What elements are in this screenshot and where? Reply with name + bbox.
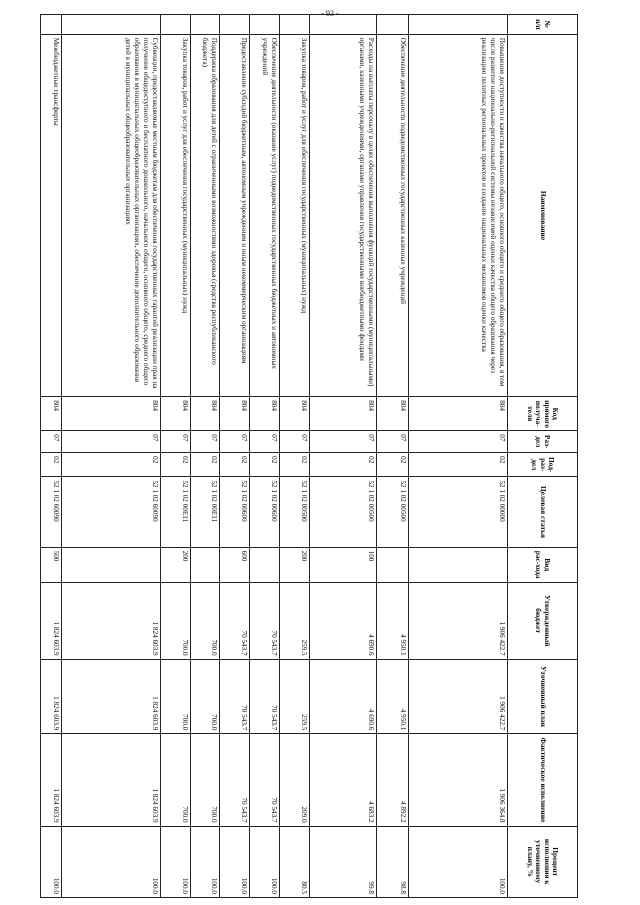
row-actual: 1 824 603.9 bbox=[41, 734, 62, 826]
row-target: 52 1 02 00500 bbox=[376, 477, 408, 547]
header-row bbox=[508, 15, 578, 898]
rotated-page bbox=[40, 14, 578, 898]
row-percent: 100.0 bbox=[409, 826, 508, 897]
row-actual: 209.0 bbox=[280, 734, 310, 826]
table-row bbox=[376, 15, 408, 898]
row-name: Предоставление субсидий бюджетным, автономным учреждениям и иным некоммерческим организациям bbox=[220, 34, 250, 396]
row-exp-type: 200 bbox=[160, 547, 190, 582]
row-target: 52 1 02 00000 bbox=[409, 477, 508, 547]
table-row bbox=[61, 15, 160, 898]
table-row bbox=[190, 15, 220, 898]
table-row bbox=[220, 15, 250, 898]
row-name: Обеспечение деятельности (оказание услуг) подведомственных государственных бюджетных и автономных учреждений bbox=[250, 34, 280, 396]
row-name: Расходы на выплаты персоналу в целях обеспечения выполнения функций государственными (муниципальными) органами, казенными учреждениями, органами управления государственными внебюджетными фондами bbox=[310, 34, 377, 396]
row-no bbox=[310, 15, 377, 35]
row-actual: 4 683.2 bbox=[310, 734, 377, 826]
row-actual: 700.0 bbox=[160, 734, 190, 826]
row-subsection: 02 bbox=[250, 453, 280, 477]
row-admin-code: 804 bbox=[220, 397, 250, 431]
row-actual: 700.0 bbox=[190, 734, 220, 826]
row-updated: 1 824 603.9 bbox=[61, 659, 160, 734]
row-admin-code: 804 bbox=[409, 397, 508, 431]
row-name: Субвенции, предоставляемые местным бюджетам для обеспечения государственных гарантий реализации прав на получение общедоступного и бесплатного дошкольного, начального общего, основного общего, среднего общего образования в муниципальных общеобразовательных организациях, обеспечение дополнительного образования детей в муниципальных общеобразовательных организациях bbox=[61, 34, 160, 396]
row-exp-type bbox=[250, 547, 280, 582]
row-updated: 259.5 bbox=[280, 659, 310, 734]
row-target: 52 1 02 00Е11 bbox=[190, 477, 220, 547]
row-no bbox=[250, 15, 280, 35]
row-exp-type: 600 bbox=[220, 547, 250, 582]
row-approved: 70 543.7 bbox=[250, 582, 280, 659]
row-percent: 100.0 bbox=[250, 826, 280, 897]
col-header-admin-code: Код прямого получа-теля bbox=[508, 397, 578, 431]
row-no bbox=[41, 15, 62, 35]
row-updated: 70 543.7 bbox=[220, 659, 250, 734]
row-percent: 100.0 bbox=[41, 826, 62, 897]
row-name: Повышение доступности и качества начального общего, основного общего и среднего общего образования, в том числе развитие национально-региональной системы независимой оценки качества общего образования через реализацию пилотных региональных проектов и создание национальных механизмов оценки качества bbox=[409, 34, 508, 396]
row-section: 07 bbox=[409, 431, 508, 453]
row-approved: 4 950.1 bbox=[376, 582, 408, 659]
row-subsection: 02 bbox=[409, 453, 508, 477]
col-header-actual: Фактическое исполнение bbox=[508, 734, 578, 826]
row-updated: 4 690.6 bbox=[310, 659, 377, 734]
table-row bbox=[280, 15, 310, 898]
row-exp-type bbox=[409, 547, 508, 582]
row-section: 07 bbox=[41, 431, 62, 453]
row-subsection: 02 bbox=[190, 453, 220, 477]
row-section: 07 bbox=[250, 431, 280, 453]
row-exp-type bbox=[61, 547, 160, 582]
row-percent: 80.5 bbox=[280, 826, 310, 897]
row-actual: 1 906 364.8 bbox=[409, 734, 508, 826]
col-header-subsection: Под-раз-дел bbox=[508, 453, 578, 477]
row-section: 07 bbox=[190, 431, 220, 453]
row-name: Закупка товаров, работ и услуг для обеспечения государственных (муниципальных) нужд bbox=[280, 34, 310, 396]
row-admin-code: 804 bbox=[376, 397, 408, 431]
row-admin-code: 804 bbox=[160, 397, 190, 431]
col-header-percent: Процент исполнения к уточненному плану, % bbox=[508, 826, 578, 897]
row-no bbox=[220, 15, 250, 35]
row-subsection: 02 bbox=[280, 453, 310, 477]
row-admin-code: 804 bbox=[250, 397, 280, 431]
row-name: Обеспечение деятельности подведомственных государственных казенных учреждений bbox=[376, 34, 408, 396]
row-exp-type: 100 bbox=[310, 547, 377, 582]
row-updated: 1 906 422.7 bbox=[409, 659, 508, 734]
row-target: 52 1 02 60090 bbox=[61, 477, 160, 547]
col-header-no: № п/п bbox=[508, 15, 578, 35]
row-name: Поддержка образования для детей с ограниченными возможностями здоровья (средства республиканского бюджета) bbox=[190, 34, 220, 396]
table-row bbox=[409, 15, 508, 898]
row-approved: 4 690.6 bbox=[310, 582, 377, 659]
row-percent: 98.8 bbox=[376, 826, 408, 897]
row-exp-type: 500 bbox=[41, 547, 62, 582]
row-subsection: 02 bbox=[160, 453, 190, 477]
row-section: 07 bbox=[61, 431, 160, 453]
col-header-target: Целевая статья bbox=[508, 477, 578, 547]
row-actual: 70 543.7 bbox=[220, 734, 250, 826]
row-subsection: 02 bbox=[376, 453, 408, 477]
row-target: 52 1 02 00500 bbox=[280, 477, 310, 547]
table-row bbox=[41, 15, 62, 898]
row-percent: 99.8 bbox=[310, 826, 377, 897]
row-section: 07 bbox=[220, 431, 250, 453]
row-approved: 700.0 bbox=[190, 582, 220, 659]
table-row bbox=[310, 15, 377, 898]
row-target: 52 1 02 00500 bbox=[310, 477, 377, 547]
row-section: 07 bbox=[310, 431, 377, 453]
row-subsection: 02 bbox=[41, 453, 62, 477]
row-approved: 1 824 603.9 bbox=[41, 582, 62, 659]
row-approved: 700.0 bbox=[160, 582, 190, 659]
row-updated: 70 543.7 bbox=[250, 659, 280, 734]
row-approved: 70 543.7 bbox=[220, 582, 250, 659]
row-subsection: 02 bbox=[61, 453, 160, 477]
row-name: Закупка товаров, работ и услуг для обеспечения государственных (муниципальных) нужд bbox=[160, 34, 190, 396]
row-admin-code: 804 bbox=[41, 397, 62, 431]
row-actual: 1 824 603.9 bbox=[61, 734, 160, 826]
row-actual: 4 892.2 bbox=[376, 734, 408, 826]
row-admin-code: 804 bbox=[310, 397, 377, 431]
row-target: 52 1 02 60090 bbox=[41, 477, 62, 547]
row-name: Межбюджетные трансферты bbox=[41, 34, 62, 396]
row-no bbox=[160, 15, 190, 35]
row-percent: 100.0 bbox=[61, 826, 160, 897]
row-section: 07 bbox=[160, 431, 190, 453]
table-row bbox=[160, 15, 190, 898]
row-section: 07 bbox=[280, 431, 310, 453]
row-percent: 100.0 bbox=[190, 826, 220, 897]
col-header-section: Раз-дел bbox=[508, 431, 578, 453]
col-header-updated: Уточненный план bbox=[508, 659, 578, 734]
row-approved: 1 906 422.7 bbox=[409, 582, 508, 659]
row-admin-code: 804 bbox=[280, 397, 310, 431]
row-no bbox=[409, 15, 508, 35]
page-number: - 93 - bbox=[321, 9, 339, 18]
row-admin-code: 804 bbox=[190, 397, 220, 431]
row-section: 07 bbox=[376, 431, 408, 453]
row-exp-type bbox=[376, 547, 408, 582]
row-no bbox=[280, 15, 310, 35]
row-updated: 700.0 bbox=[160, 659, 190, 734]
budget-table bbox=[40, 14, 578, 898]
col-header-name: Наименование bbox=[508, 34, 578, 396]
row-exp-type: 200 bbox=[280, 547, 310, 582]
row-approved: 1 824 603.9 bbox=[61, 582, 160, 659]
col-header-approved: Утвержденный бюджет bbox=[508, 582, 578, 659]
row-no bbox=[190, 15, 220, 35]
row-subsection: 02 bbox=[220, 453, 250, 477]
row-approved: 259.5 bbox=[280, 582, 310, 659]
row-target: 52 1 02 00600 bbox=[220, 477, 250, 547]
col-header-exp-type: Вид рас-хода bbox=[508, 547, 578, 582]
row-updated: 4 950.1 bbox=[376, 659, 408, 734]
row-percent: 100.0 bbox=[220, 826, 250, 897]
row-no bbox=[376, 15, 408, 35]
row-updated: 1 824 603.9 bbox=[41, 659, 62, 734]
row-subsection: 02 bbox=[310, 453, 377, 477]
row-percent: 100.0 bbox=[160, 826, 190, 897]
row-actual: 70 543.7 bbox=[250, 734, 280, 826]
row-exp-type bbox=[190, 547, 220, 582]
row-updated: 700.0 bbox=[190, 659, 220, 734]
table-row bbox=[250, 15, 280, 898]
row-target: 52 1 02 00600 bbox=[250, 477, 280, 547]
row-no bbox=[61, 15, 160, 35]
row-admin-code: 804 bbox=[61, 397, 160, 431]
row-target: 52 1 02 00Е11 bbox=[160, 477, 190, 547]
